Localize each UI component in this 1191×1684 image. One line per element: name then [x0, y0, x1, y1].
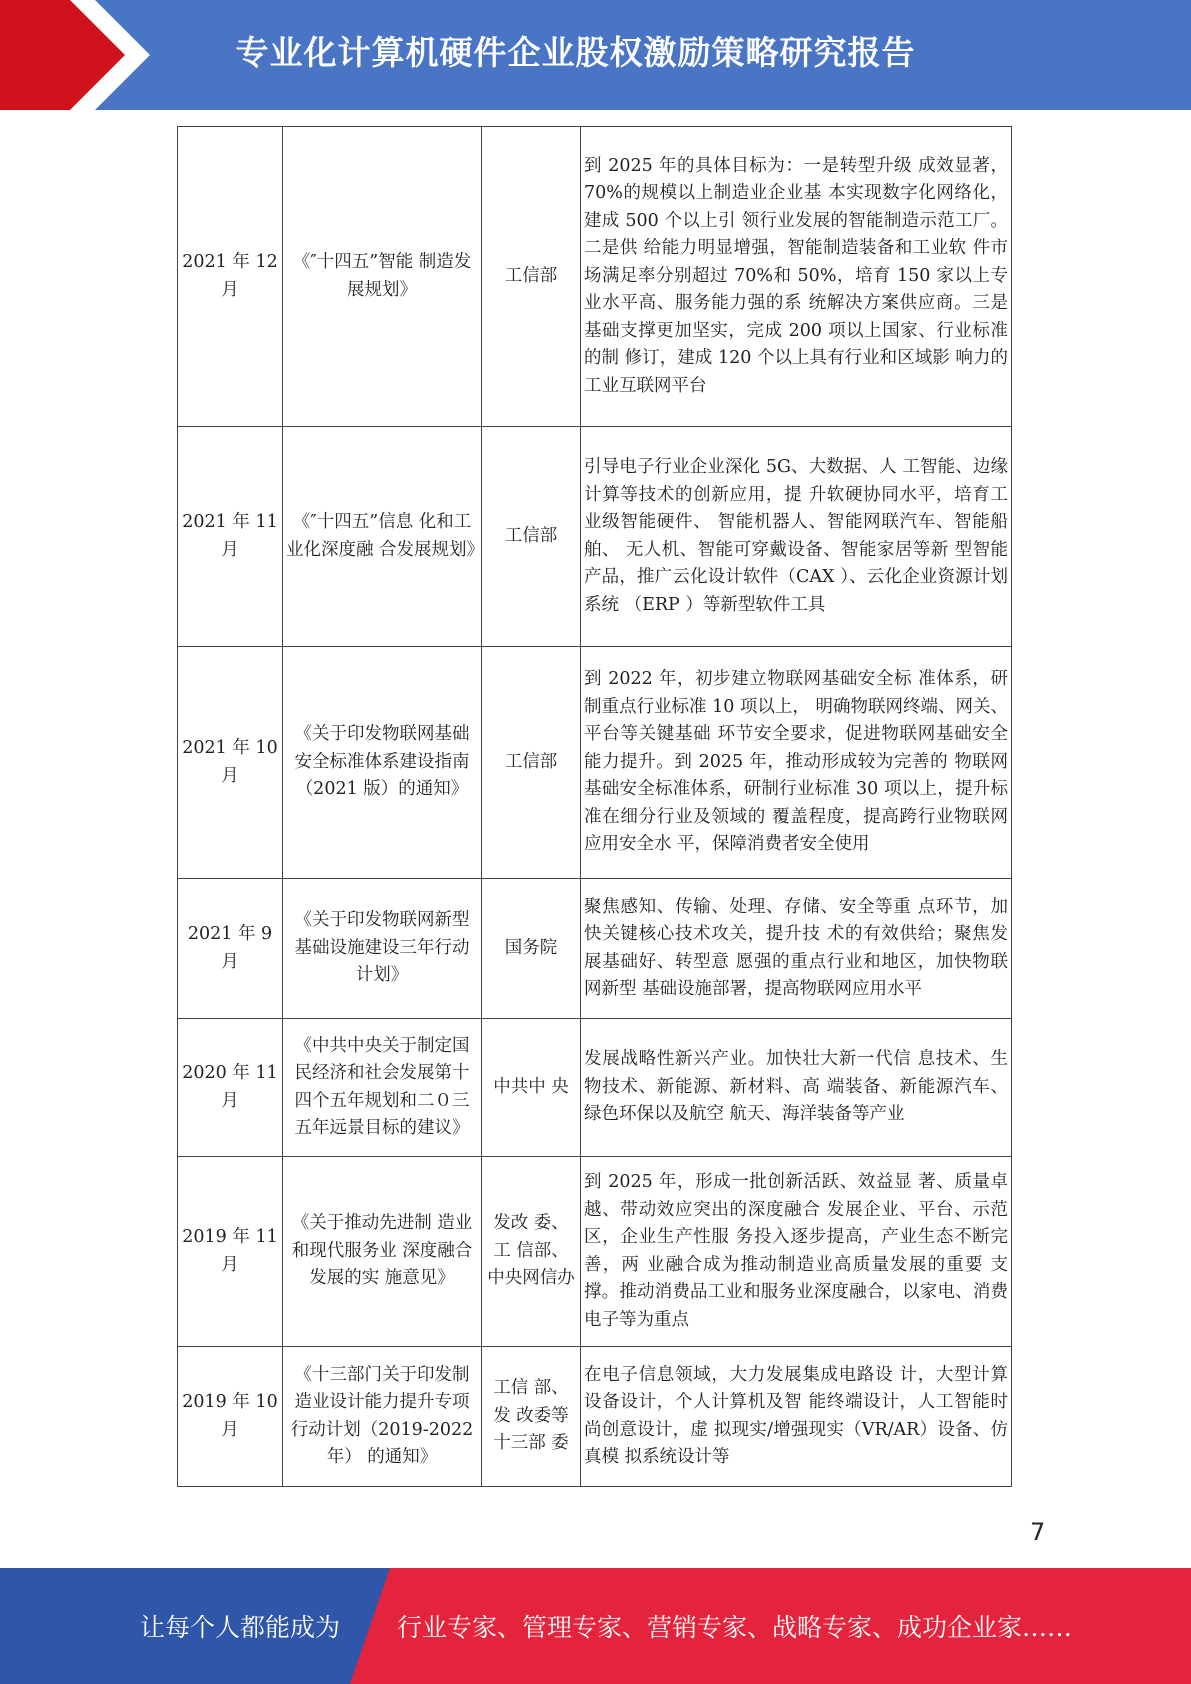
- row-date-cell: 2021 年 10 月: [178, 647, 283, 879]
- header-title: 专业化计算机硬件企业股权激励策略研究报告: [235, 32, 916, 72]
- row-document-cell: 《关于推动先进制 造业和现代服务业 深度融合发展的实 施意见》: [283, 1157, 482, 1347]
- page-footer: [0, 1568, 1191, 1684]
- row-department-cell: 工信部: [482, 127, 581, 427]
- row-document-cell: 《十三部门关于印发制造业设计能力提升专项行动计划（2019-2022 年） 的通知》: [283, 1347, 482, 1487]
- policy-table-container: [177, 126, 1012, 1487]
- row-department-cell: 工信 部、发 改委等十三部 委: [482, 1347, 581, 1487]
- table-row: [178, 127, 1012, 427]
- table-row: [178, 647, 1012, 879]
- table-row: [178, 1347, 1012, 1487]
- row-document-cell: 《″十四五”信息 化和工业化深度融 合发展规划》: [283, 427, 482, 647]
- row-content-cell: 到 2022 年，初步建立物联网基础安全标 准体系，研制重点行业标准 10 项以上， 明确物联网终端、网关、平台等关键基础 环节安全要求，促进物联网基础安全能力提升。到 2025 年，推动形成较为完善的 物联网基础安全标准体系，研制行业标准 30 项以上，提升标准在细分行业及领域的 覆盖程度，提高跨行业物联网应用安全水 平，保障消费者安全使用: [581, 647, 1012, 879]
- page-header: [0, 0, 1191, 110]
- table-row: [178, 427, 1012, 647]
- row-content-cell: 发展战略性新兴产业。加快壮大新一代信 息技术、生物技术、新能源、新材料、高 端装备、新能源汽车、绿色环保以及航空 航天、海洋装备等产业: [581, 1019, 1012, 1157]
- page-number: 7: [1030, 1518, 1046, 1546]
- row-date-cell: 2021 年 9 月: [178, 879, 283, 1019]
- row-department-cell: 工信部: [482, 647, 581, 879]
- row-content-cell: 到 2025 年的具体目标为：一是转型升级 成效显著，70%的规模以上制造业企业基 本实现数字化网络化，建成 500 个以上引 领行业发展的智能制造示范工厂。二是供 给能力明显增强，智能制造装备和工业软 件市场满足率分别超过 70%和 50%，培育 150 家以上专业水平高、服务能力强的系 统解决方案供应商。三是基础支撑更加坚实，完成 200 项以上国家、行业标准的制 修订，建成 120 个以上具有行业和区域影 响力的工业互联网平台: [581, 127, 1012, 427]
- table-row: [178, 879, 1012, 1019]
- row-department-cell: 国务院: [482, 879, 581, 1019]
- footer-slogan-right: 行业专家、管理专家、营销专家、战略专家、成功企业家……: [397, 1613, 1073, 1642]
- policy-table: [177, 126, 1012, 1487]
- row-date-cell: 2021 年 12 月: [178, 127, 283, 427]
- row-department-cell: 中共中 央: [482, 1019, 581, 1157]
- table-row: [178, 1157, 1012, 1347]
- row-date-cell: 2019 年 10 月: [178, 1347, 283, 1487]
- row-department-cell: 发改 委、工 信部、中央网信办: [482, 1157, 581, 1347]
- table-row: [178, 1019, 1012, 1157]
- row-content-cell: 引导电子行业企业深化 5G、大数据、人 工智能、边缘计算等技术的创新应用，提 升软硬协同水平，培育工业级智能硬件、 智能机器人、智能网联汽车、智能船舶、 无人机、智能可穿戴设备、智能家居等新 型智能产品，推广云化设计软件（CAX ）、云化企业资源计划系统 （ERP ）等新型软件工具: [581, 427, 1012, 647]
- footer-slogan-left: 让每个人都能成为: [140, 1613, 341, 1642]
- row-department-cell: 工信部: [482, 427, 581, 647]
- row-document-cell: 《中共中央关于制定国民经济和社会发展第十四个五年规划和二０三五年远景目标的建议》: [283, 1019, 482, 1157]
- row-content-cell: 在电子信息领域，大力发展集成电路设 计，大型计算设备设计，个人计算机及智 能终端设计，人工智能时尚创意设计，虚 拟现实/增强现实（VR/AR）设备、仿真模 拟系统设计等: [581, 1347, 1012, 1487]
- row-document-cell: 《″十四五”智能 制造发展规划》: [283, 127, 482, 427]
- row-content-cell: 聚焦感知、传输、处理、存储、安全等重 点环节，加快关键核心技术攻关，提升技 术的有效供给；聚焦发展基础好、转型意 愿强的重点行业和地区，加快物联网新型 基础设施部署，提高物联网应用水平: [581, 879, 1012, 1019]
- row-document-cell: 《关于印发物联网基础安全标准体系建设指南（2021 版）的通知》: [283, 647, 482, 879]
- header-red-arrow-shape: [0, 0, 150, 110]
- row-document-cell: 《关于印发物联网新型基础设施建设三年行动计划》: [283, 879, 482, 1019]
- row-date-cell: 2021 年 11 月: [178, 427, 283, 647]
- row-date-cell: 2019 年 11 月: [178, 1157, 283, 1347]
- row-content-cell: 到 2025 年，形成一批创新活跃、效益显 著、质量卓越、带动效应突出的深度融合 发展企业、平台、示范区，企业生产性服 务投入逐步提高，产业生态不断完善，两 业融合成为推动制造业高质量发展的重要 支撑。推动消费品工业和服务业深度融合，以家电、消费电子等为重点: [581, 1157, 1012, 1347]
- row-date-cell: 2020 年 11 月: [178, 1019, 283, 1157]
